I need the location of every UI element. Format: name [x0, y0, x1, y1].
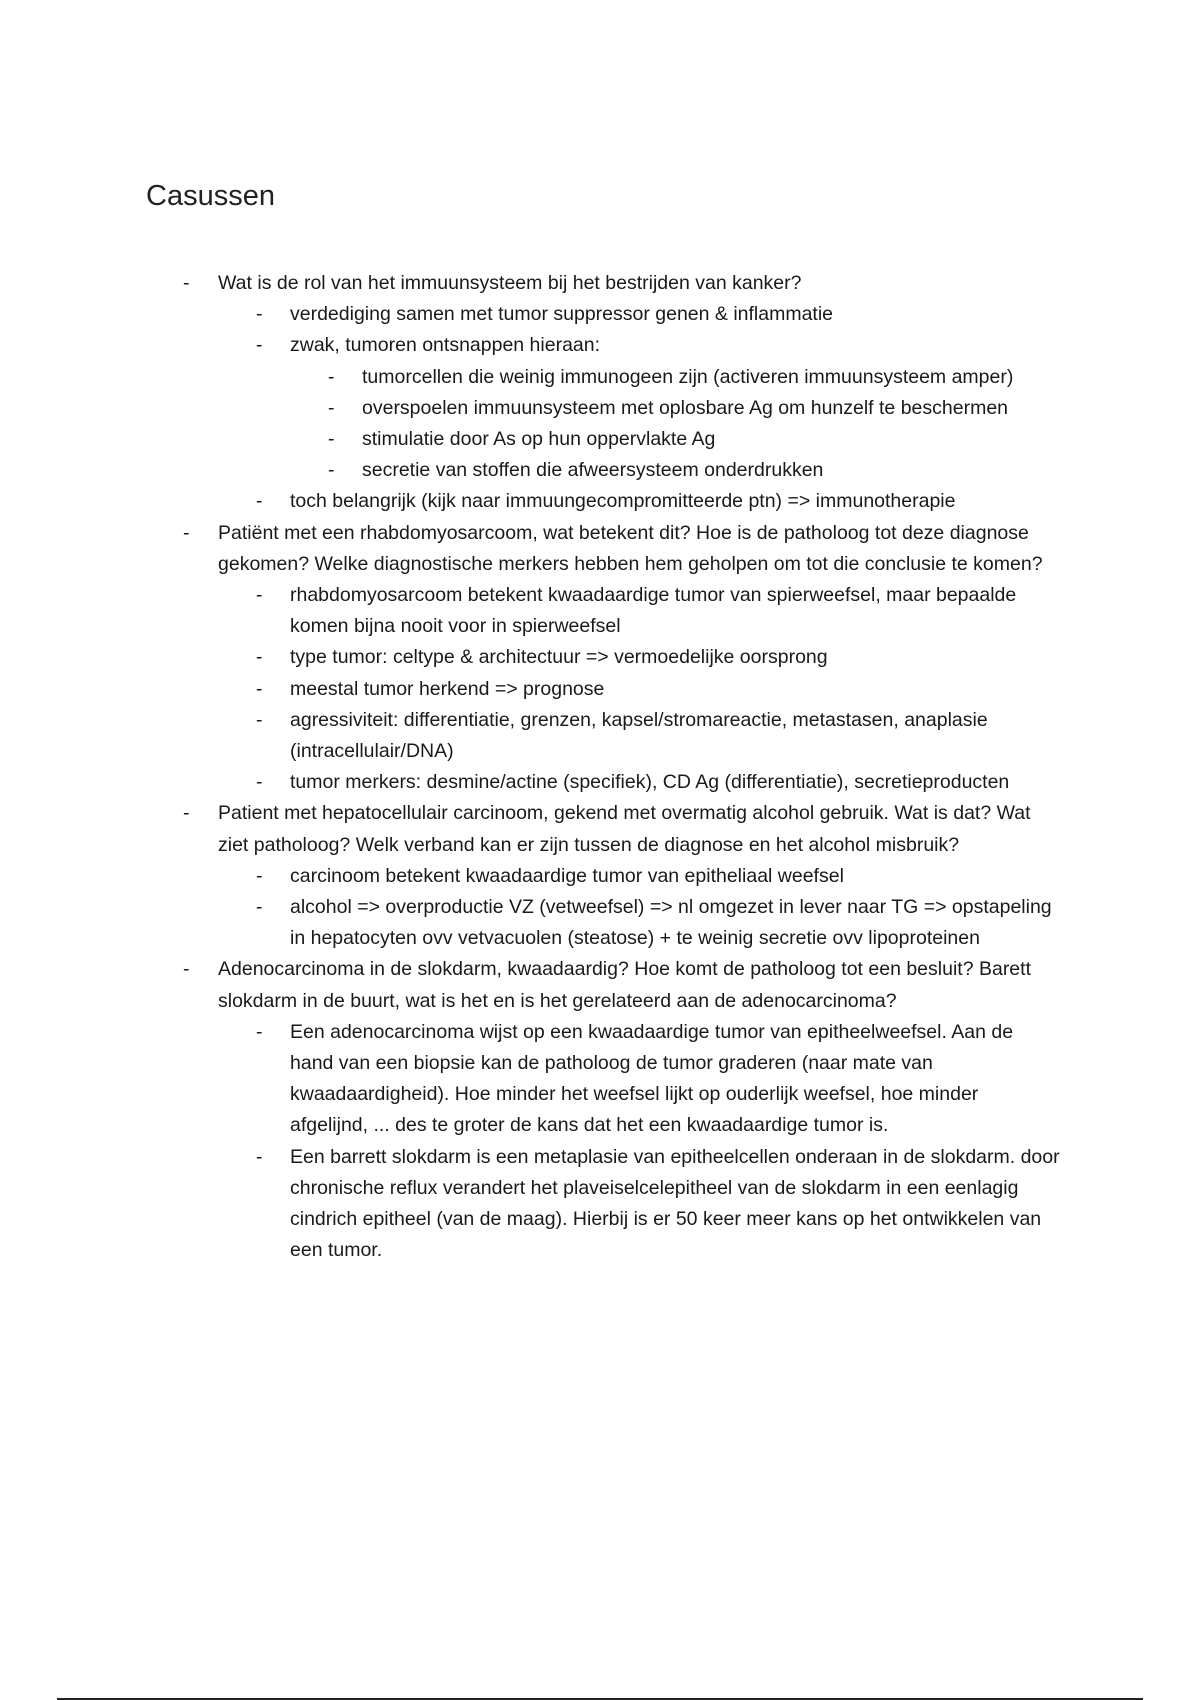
question-text: - Wat is de rol van het immuunsysteem bij het bestrijden van kanker?	[218, 272, 802, 294]
question-item	[180, 954, 1060, 1266]
question-text: - Adenocarcinoma in de slokdarm, kwaadaardig? Hoe komt de patholoog tot een besluit? Barett slokdarm in de buurt, wat is het en is het gerelateerd aan de adenocarcinoma?	[218, 958, 1031, 1012]
answer-text: - tumor merkers: desmine/actine (specifiek), CD Ag (differentiatie), secretieproducten	[290, 771, 1010, 794]
question-list	[180, 268, 1060, 1267]
answer-item	[218, 299, 1060, 330]
answer-text: - verdediging samen met tumor suppressor genen & inflammatie	[290, 303, 834, 326]
answer-text: - carcinoom betekent kwaadaardige tumor van epitheliaal weefsel	[290, 864, 844, 887]
document-body	[180, 268, 1060, 1267]
answer-text: - meestal tumor herkend => prognose	[290, 677, 605, 700]
sub-answer-item	[290, 424, 1060, 455]
page-title: Casussen	[146, 180, 275, 212]
answer-text: - rhabdomyosarcoom betekent kwaadaardige tumor van spierweefsel, maar bepaalde komen bijna nooit voor in spierweefsel	[290, 584, 1017, 638]
answer-item	[218, 330, 1060, 486]
question-item	[180, 268, 1060, 518]
sub-answer-text: - tumorcellen die weinig immunogeen zijn (activeren immuunsysteem amper)	[362, 365, 1014, 388]
answer-item	[218, 861, 1060, 892]
sub-answer-text: - overspoelen immuunsysteem met oplosbare Ag om hunzelf te beschermen	[362, 396, 1009, 419]
answer-item	[218, 1017, 1060, 1142]
answer-item	[218, 767, 1060, 798]
question-text: - Patient met hepatocellulair carcinoom, gekend met overmatig alcohol gebruik. Wat is dat? Wat ziet patholoog? Welk verband kan er zijn tussen de diagnose en het alcohol misbruik?	[218, 802, 1031, 856]
answer-list	[218, 580, 1060, 798]
answer-text: - Een adenocarcinoma wijst op een kwaadaardige tumor van epitheelweefsel. Aan de hand van een biopsie kan de patholoog de tumor graderen (naar mate van kwaadaardigheid). Hoe minder het weefsel lijkt op ouderlijk weefsel, hoe minder afgelijnd, ... des te groter de kans dat het een kwaadaardige tumor is.	[290, 1020, 1014, 1137]
answer-list	[218, 299, 1060, 517]
answer-text: - zwak, tumoren ontsnappen hieraan:	[290, 334, 601, 357]
question-text: - Patiënt met een rhabdomyosarcoom, wat betekent dit? Hoe is de patholoog tot deze diagnose gekomen? Welke diagnostische merkers hebben hem geholpen om tot die conclusie te komen?	[218, 521, 1043, 575]
answer-item	[218, 486, 1060, 517]
answer-item	[218, 674, 1060, 705]
answer-text: - alcohol => overproductie VZ (vetweefsel) => nl omgezet in lever naar TG => opstapeling in hepatocyten ovv vetvacuolen (steatose) + te weinig secretie ovv lipoproteinen	[290, 896, 1052, 950]
sub-answer-text: - secretie van stoffen die afweersysteem onderdrukken	[362, 459, 824, 482]
sub-answer-text: - stimulatie door As op hun oppervlakte Ag	[362, 428, 716, 451]
sub-answer-item	[290, 455, 1060, 486]
answer-list	[218, 1017, 1060, 1267]
sub-answer-item	[290, 362, 1060, 393]
answer-item	[218, 642, 1060, 673]
answer-item	[218, 1142, 1060, 1267]
answer-item	[218, 580, 1060, 642]
answer-item	[218, 705, 1060, 767]
question-item	[180, 798, 1060, 954]
answer-list	[218, 861, 1060, 955]
answer-item	[218, 892, 1060, 954]
answer-text: - toch belangrijk (kijk naar immuungecompromitteerde ptn) => immunotherapie	[290, 490, 956, 513]
question-item	[180, 518, 1060, 799]
sub-answer-list	[290, 362, 1060, 487]
answer-text: - Een barrett slokdarm is een metaplasie van epitheelcellen onderaan in de slokdarm. door chronische reflux verandert het plaveiselcelepitheel van de slokdarm in een eenlagig cindrich epitheel (van de maag). Hierbij is er 50 keer meer kans op het ontwikkelen van een tumor.	[290, 1145, 1060, 1262]
answer-text: - type tumor: celtype & architectuur => vermoedelijke oorsprong	[290, 646, 828, 669]
answer-text: - agressiviteit: differentiatie, grenzen, kapsel/stromareactie, metastasen, anaplasie (intracellulair/DNA)	[290, 708, 988, 763]
sub-answer-item	[290, 393, 1060, 424]
